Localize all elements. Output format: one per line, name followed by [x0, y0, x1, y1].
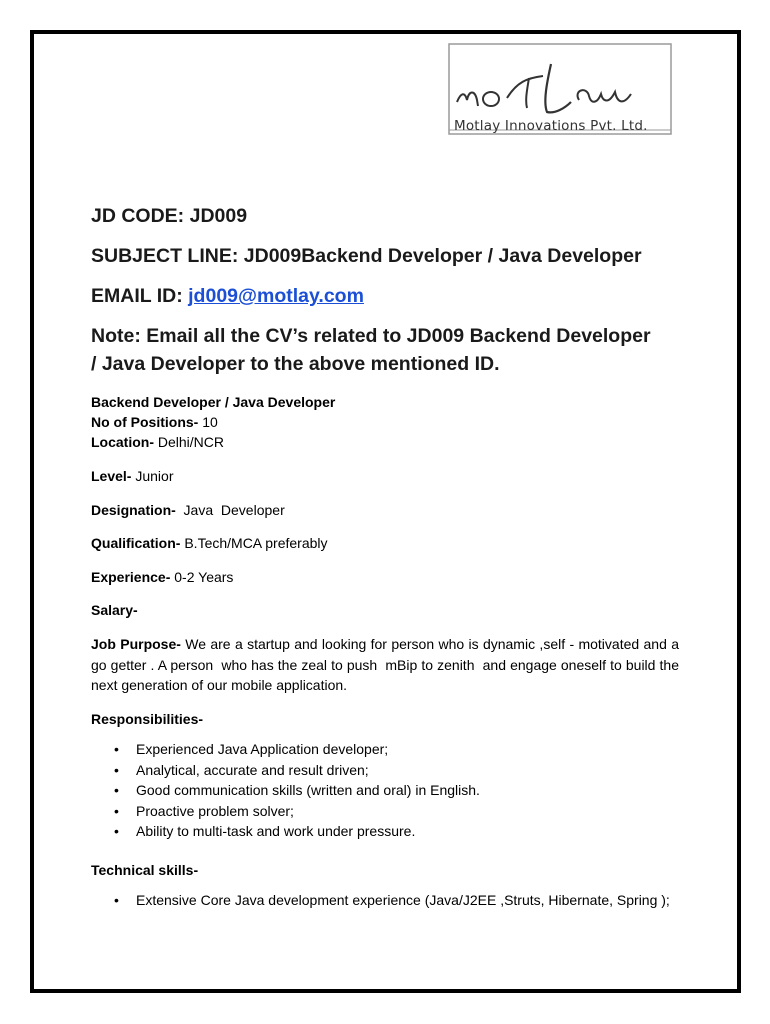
- experience-value: 0-2 Years: [170, 569, 234, 585]
- positions-value: 10: [198, 414, 218, 430]
- responsibilities-list: [91, 739, 480, 842]
- note-line-2: / Java Developer to the above mentioned ID.: [91, 353, 500, 375]
- list-item-text: Extensive Core Java development experience (Java/J2EE ,Struts, Hibernate, Spring );: [136, 892, 670, 908]
- list-item: [91, 760, 480, 781]
- designation-label: Designation-: [91, 502, 176, 518]
- job-purpose-paragraph: [91, 634, 683, 696]
- location-value: Delhi/NCR: [154, 434, 225, 450]
- bullet-icon: •: [114, 741, 119, 757]
- bullet-icon: •: [114, 892, 119, 908]
- email-id-heading: [91, 285, 364, 308]
- list-item-text: Ability to multi-task and work under pressure.: [136, 823, 416, 839]
- note-line-1: Note: Email all the CV’s related to JD009 Backend Developer: [91, 325, 651, 347]
- designation-line: [91, 500, 285, 521]
- list-item-text: Good communication skills (written and oral) in English.: [136, 782, 480, 798]
- role-title: Backend Developer / Java Developer: [91, 394, 336, 410]
- qualification-value: B.Tech/MCA preferably: [180, 535, 328, 551]
- list-item: [91, 821, 480, 842]
- subject-line-heading: SUBJECT LINE: JD009Backend Developer / Java Developer: [91, 245, 642, 267]
- experience-label: Experience-: [91, 569, 171, 585]
- list-item: [91, 890, 679, 911]
- bullet-icon: •: [114, 823, 119, 839]
- qualification-label: Qualification-: [91, 535, 181, 551]
- technical-skills-list: [91, 890, 679, 911]
- email-link[interactable]: jd009@motlay.com: [188, 285, 364, 307]
- experience-line: [91, 567, 233, 588]
- qualification-line: [91, 533, 328, 554]
- bullet-icon: •: [114, 802, 119, 819]
- list-item: [91, 739, 480, 760]
- technical-skills-label: Technical skills-: [91, 862, 199, 878]
- level-label: Level-: [91, 468, 132, 484]
- job-purpose-label: Job Purpose-: [91, 636, 181, 652]
- salary-label: Salary-: [91, 602, 138, 618]
- company-name: Motlay Innovations Pvt. Ltd.: [454, 118, 648, 134]
- location-line: [91, 432, 224, 453]
- list-item: [91, 801, 480, 822]
- list-item: [91, 780, 480, 801]
- jd-code-heading: JD CODE: JD009: [91, 205, 248, 227]
- list-item-text: Proactive problem solver;: [136, 802, 294, 819]
- email-label: EMAIL ID:: [91, 285, 189, 307]
- bullet-icon: •: [114, 782, 119, 798]
- list-item-text: Experienced Java Application developer;: [136, 741, 389, 757]
- list-item-text: Analytical, accurate and result driven;: [136, 761, 369, 778]
- bullet-icon: •: [114, 761, 119, 778]
- level-value: Junior: [131, 468, 174, 484]
- job-purpose-text: We are a startup and looking for person who is dynamic ,self - motivated and a go getter . A person who has the zeal to push mBip to zenith and engage oneself to build the next generation of our mobile application.: [91, 636, 683, 693]
- positions-label: No of Positions-: [91, 414, 199, 430]
- level-line: [91, 466, 174, 487]
- location-label: Location-: [91, 434, 154, 450]
- positions-line: [91, 412, 218, 433]
- designation-value: Java Developer: [175, 502, 285, 518]
- responsibilities-label: Responsibilities-: [91, 711, 204, 727]
